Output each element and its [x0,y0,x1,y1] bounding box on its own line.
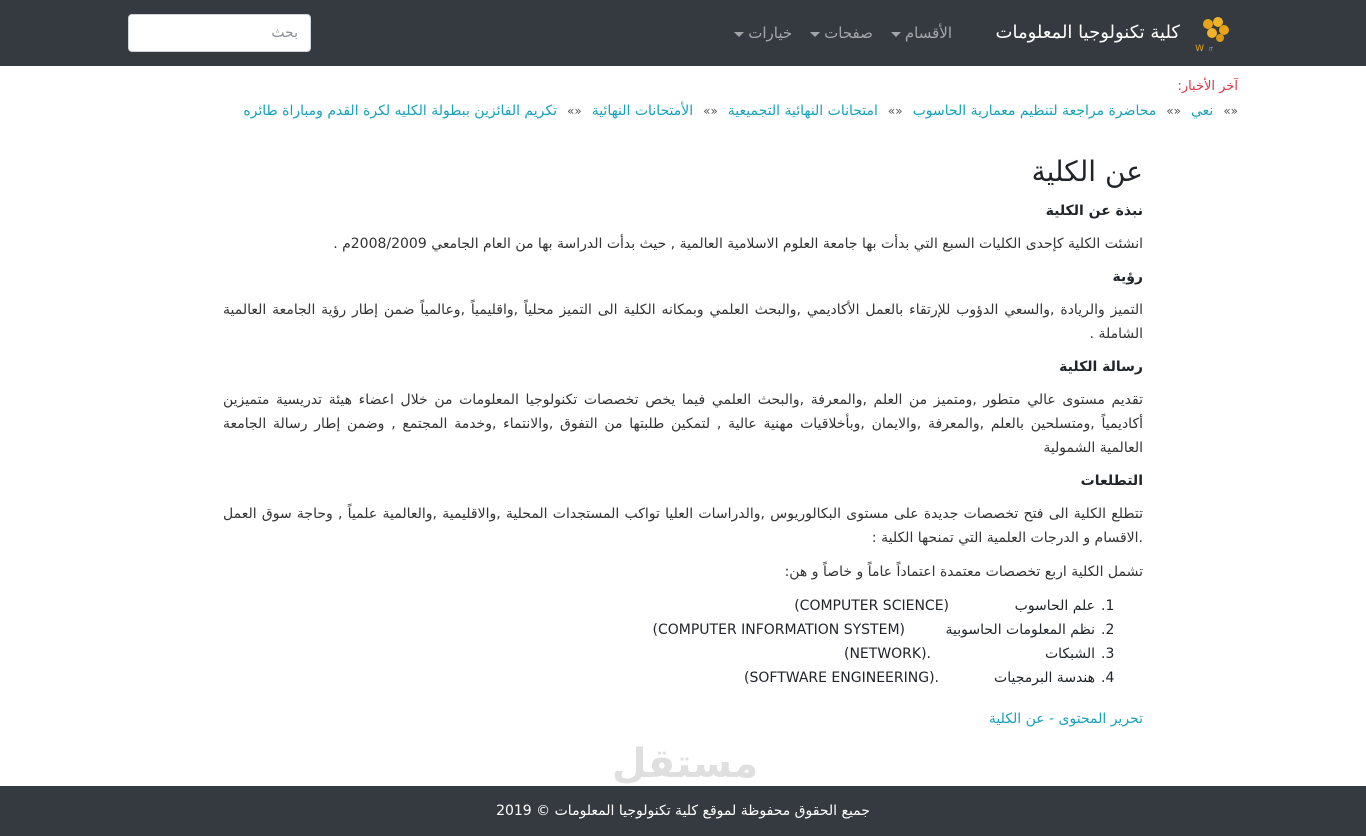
main-nav-menu [734,22,952,44]
section-paragraph: التميز والريادة ,والسعي الدؤوب للإرتقاء بالعمل الأكاديمي ,والبحث العلمي وبمكانه الكلية الى التميز محلياً ,واقليمياً ,وعالمياً ضمن إطار رؤية الجامعة العالمية الشاملة . [223,302,1143,342]
page-title: عن الكلية [1031,155,1143,188]
nav-pages-label: صفحات [824,24,873,42]
list-item-number: 1. [1101,598,1115,614]
latest-news-label: آخر الأخبار: [1177,79,1238,94]
news-separator: «» [887,104,903,118]
department-english-name: (COMPUTER SCIENCE) [794,598,949,614]
list-item-number: 3. [1101,646,1115,662]
department-english-name: (NETWORK). [843,646,931,662]
section-heading: رؤية [1112,269,1143,285]
svg-text:W: W [1195,44,1204,54]
department-english-name: (COMPUTER INFORMATION SYSTEM) [652,622,905,638]
footer-copyright: جميع الحقوق محفوظة لموقع كلية تكنولوجيا المعلومات © 2019 [496,803,870,819]
news-item-link[interactable]: نعي [1190,103,1214,119]
department-name: الشبكات [1044,646,1095,662]
svg-text:IT: IT [1208,47,1213,53]
news-separator: «» [703,104,718,118]
section-paragraph: تشمل الكلية اربع تخصصات معتمدة اعتماداً عاماً و خاصاً و هن: [784,564,1143,580]
caret-down-icon [734,32,744,37]
list-item [223,594,1121,618]
news-separator: «» [1223,104,1238,118]
nav-options-label: خيارات [748,24,793,42]
search-input[interactable] [128,14,311,52]
caret-down-icon [891,32,901,37]
news-item-link[interactable]: تكريم الفائزين ببطولة الكليه لكرة القدم ومباراة طائره [243,103,557,119]
news-item-link[interactable]: الأمتحانات النهائية [591,103,694,119]
list-item-number: 2. [1101,622,1115,638]
news-item-link[interactable]: محاضرة مراجعة لتنظيم معمارية الحاسوب [912,103,1157,119]
edit-content-link[interactable]: تحرير المحتوى - عن الكلية [988,711,1143,727]
section-about [223,200,1143,256]
page-footer [0,786,1366,836]
section-paragraph: انشئت الكلية كإحدى الكليات السبع التي بدأت بها جامعة العلوم الاسلامية العالمية , حيث بدأت الدراسة بها من العام الجامعي 2008/2009م . [333,236,1143,252]
news-separator: «» [1166,104,1181,118]
list-item [223,666,1121,690]
watermark-text: مستقل [611,741,759,787]
section-paragraph: تتطلع الكلية الى فتح تخصصات جديدة على مستوى البكالوريوس ,والدراسات العليا تواكب المستجدات المحلية ,والاقليمية ,والعالمية علمياً , وحاجة سوق العمل .الاقسام و الدرجات العلمية التي تمنحها الكلية : [223,506,1143,546]
news-ticker-track [243,100,1238,122]
nav-options-dropdown[interactable] [734,22,792,44]
section-heading: رسالة الكلية [1059,359,1143,375]
news-ticker [126,100,1238,122]
caret-down-icon [810,32,820,37]
section-heading: نبذة عن الكلية [1045,203,1143,219]
department-name: نظم المعلومات الحاسوبية [945,622,1095,638]
news-separator: «» [567,104,582,118]
department-english-name: (SOFTWARE ENGINEERING). [744,670,939,686]
section-paragraph: تقديم مستوى عالي متطور ,ومتميز من العلم ,والمعرفة ,والبحث العلمي فيما يخص تخصصات تكنولوجيا المعلومات من خلال اعضاء هيئة تدريسية متميزين أكاديمياً ,ومتسلحين بالعلم ,والمعرفة ,والايمان ,وبأخلاقيات مهنية عالية , لتمكين طلبتها من التفوق ,والانتماء ,وخدمة المجتمع , وضمن إطار رسالة الجامعة العالمية الشمولية [223,392,1143,456]
nav-pages-dropdown[interactable] [810,22,873,44]
department-name: علم الحاسوب [1014,598,1095,614]
nav-departments-label: الأقسام [904,24,952,42]
nav-departments-dropdown[interactable] [891,22,952,44]
section-mission [223,356,1143,460]
about-content [223,152,1143,730]
departments-list [223,594,1121,690]
college-logo-icon[interactable] [1195,14,1230,54]
section-vision [223,266,1143,346]
list-item [223,618,1121,642]
section-heading: التطلعات [1080,473,1143,489]
brand-title[interactable]: كلية تكنولوجيا المعلومات [995,22,1180,43]
list-item-number: 4. [1101,670,1115,686]
top-navbar [0,0,1366,66]
news-item-link[interactable]: امتحانات النهائية التجميعية [727,103,878,119]
department-name: هندسة البرمجيات [994,670,1095,686]
section-aspirations [223,470,1143,584]
list-item [223,642,1121,666]
